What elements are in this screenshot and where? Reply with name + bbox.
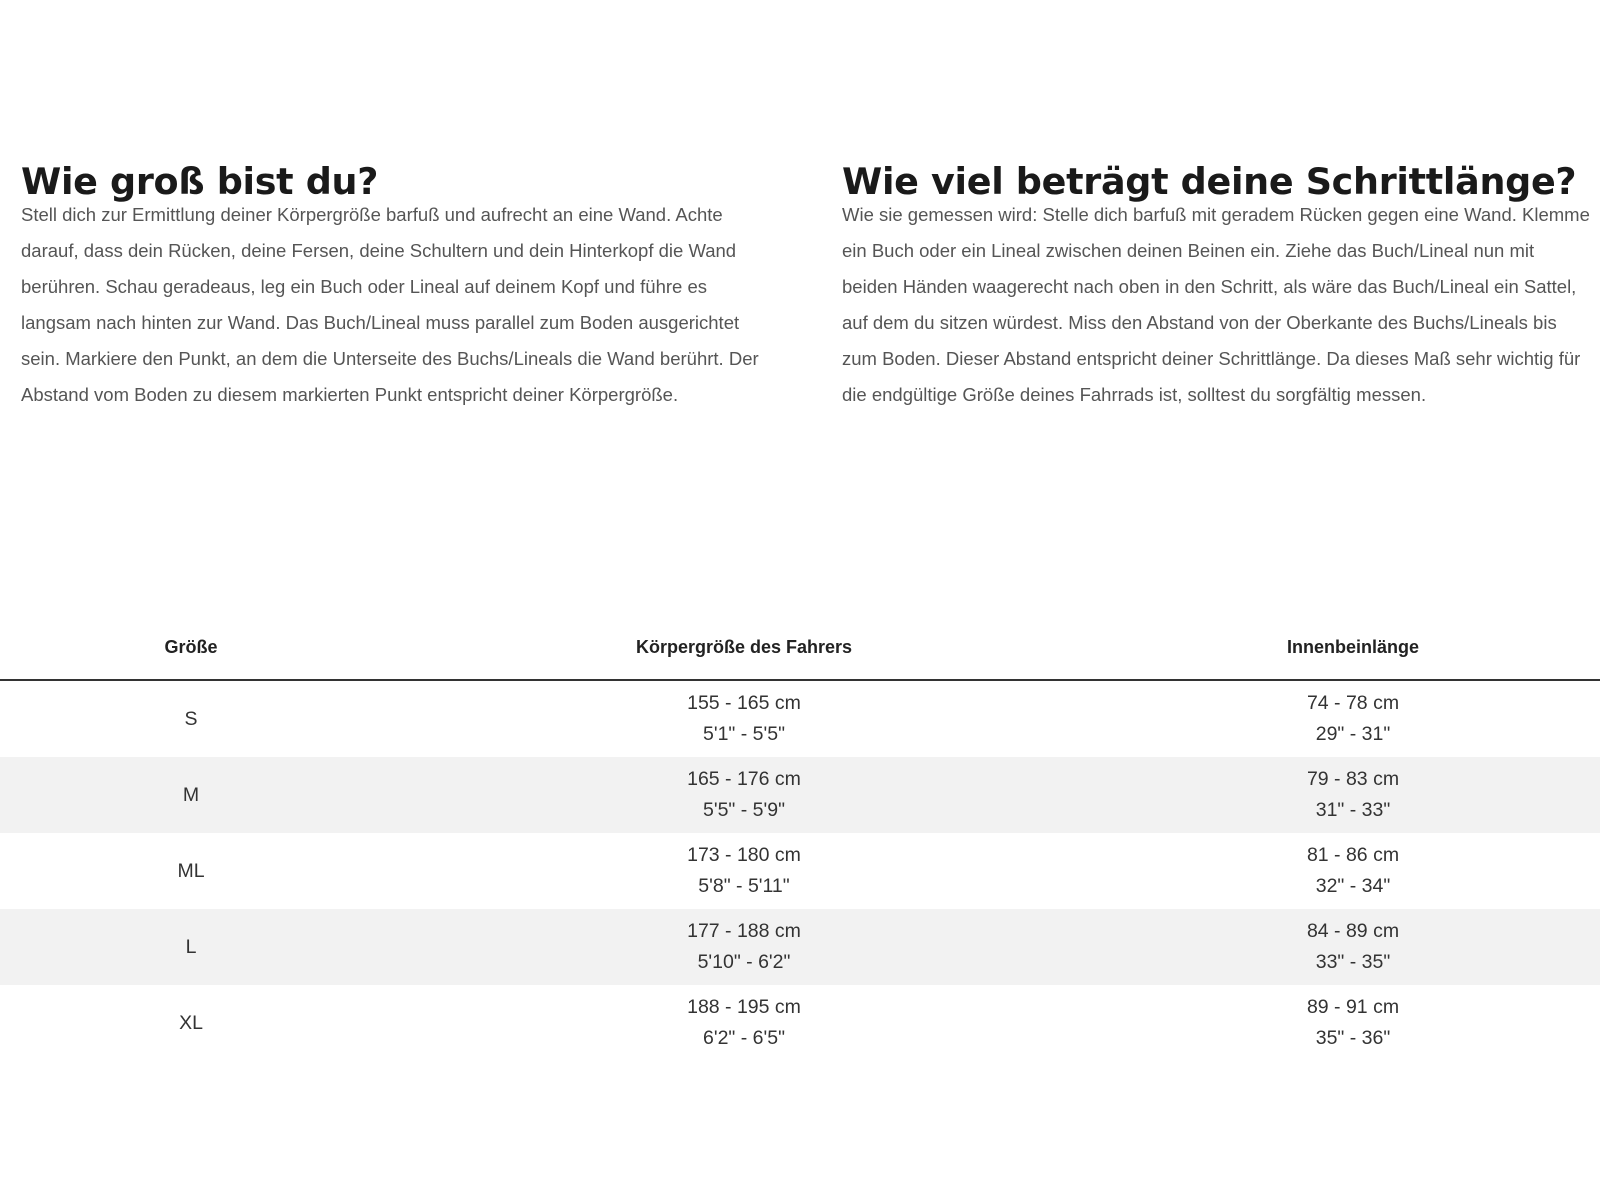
- height-ft: 5'8" - 5'11": [698, 875, 790, 897]
- inseam-cm: 79 - 83 cm: [1306, 768, 1400, 790]
- inseam-cm: 74 - 78 cm: [1306, 692, 1400, 714]
- inseam-cell: [1106, 985, 1600, 1061]
- size-cell: XL: [179, 1011, 203, 1034]
- inseam-cell: [1106, 757, 1600, 833]
- header-size: Größe: [0, 625, 382, 680]
- height-cell: [382, 680, 1106, 757]
- table-row: [0, 833, 1600, 909]
- inseam-cell: [1106, 680, 1600, 757]
- inseam-in: 35" - 36": [1315, 1027, 1391, 1049]
- height-cell: [382, 909, 1106, 985]
- table-row: [0, 757, 1600, 833]
- inseam-instructions: [842, 158, 1590, 413]
- measurement-instructions: [0, 158, 1600, 458]
- inseam-heading: Wie viel beträgt deine Schrittlänge?: [842, 160, 1577, 203]
- inseam-description: Wie sie gemessen wird: Stelle dich barfuß mit geradem Rücken gegen eine Wand. Klemme ein Buch oder ein Lineal zwischen deinen Beinen ein. Ziehe das Buch/Lineal nun mit beiden Händen waagerecht nach oben in den Schritt, als wäre das Buch/Lineal ein Sattel, auf dem du sitzen würdest. Miss den Abstand von der Oberkante des Buchs/Lineals bis zum Boden. Dieser Abstand entspricht deiner Schrittlänge. Da dieses Maß sehr wichtig für die endgültige Größe deines Fahrrads ist, solltest du sorgfältig messen.: [842, 204, 1590, 405]
- inseam-cm: 81 - 86 cm: [1306, 844, 1400, 866]
- height-cell: [382, 757, 1106, 833]
- height-cell: [382, 833, 1106, 909]
- inseam-cm: 89 - 91 cm: [1306, 996, 1400, 1018]
- height-instructions: [21, 158, 761, 413]
- height-ft: 5'10" - 6'2": [697, 951, 791, 973]
- inseam-in: 29" - 31": [1315, 723, 1391, 745]
- inseam-cell: [1106, 833, 1600, 909]
- size-cell: S: [184, 707, 198, 730]
- header-inseam: Innenbeinlänge: [1106, 625, 1600, 680]
- inseam-in: 31" - 33": [1315, 799, 1391, 821]
- inseam-cell: [1106, 909, 1600, 985]
- height-description: Stell dich zur Ermittlung deiner Körpergröße barfuß und aufrecht an eine Wand. Achte darauf, dass dein Rücken, deine Fersen, deine Schultern und dein Hinterkopf die Wand berühren. Schau geradeaus, leg ein Buch oder Lineal auf deinem Kopf und führe es langsam nach hinten zur Wand. Das Buch/Lineal muss parallel zum Boden ausgerichtet sein. Markiere den Punkt, an dem die Unterseite des Buchs/Lineals die Wand berührt. Der Abstand vom Boden zu diesem markierten Punkt entspricht deiner Körpergröße.: [21, 204, 759, 405]
- table-header-row: [0, 625, 1600, 680]
- size-chart-table: [0, 625, 1600, 1061]
- height-cm: 173 - 180 cm: [687, 844, 801, 866]
- size-cell: L: [0, 909, 382, 985]
- table-row: [0, 909, 1600, 985]
- size-cell: ML: [177, 859, 205, 882]
- table-row: [0, 985, 1600, 1061]
- height-ft: 5'1" - 5'5": [703, 723, 785, 745]
- header-rider-height: Körpergröße des Fahrers: [382, 625, 1106, 680]
- inseam-in: 32" - 34": [1315, 875, 1391, 897]
- inseam-cm: 84 - 89 cm: [1306, 920, 1400, 942]
- height-cm: 165 - 176 cm: [687, 768, 801, 790]
- height-cm: 155 - 165 cm: [687, 692, 801, 714]
- inseam-in: 33" - 35": [1315, 951, 1391, 973]
- height-heading: Wie groß bist du?: [21, 160, 379, 203]
- size-cell: M: [0, 757, 382, 833]
- height-ft: 6'2" - 6'5": [703, 1027, 785, 1049]
- height-cell: [382, 985, 1106, 1061]
- height-cm: 188 - 195 cm: [687, 996, 801, 1018]
- height-cm: 177 - 188 cm: [687, 920, 801, 942]
- height-ft: 5'5" - 5'9": [703, 799, 785, 821]
- table-row: [0, 680, 1600, 757]
